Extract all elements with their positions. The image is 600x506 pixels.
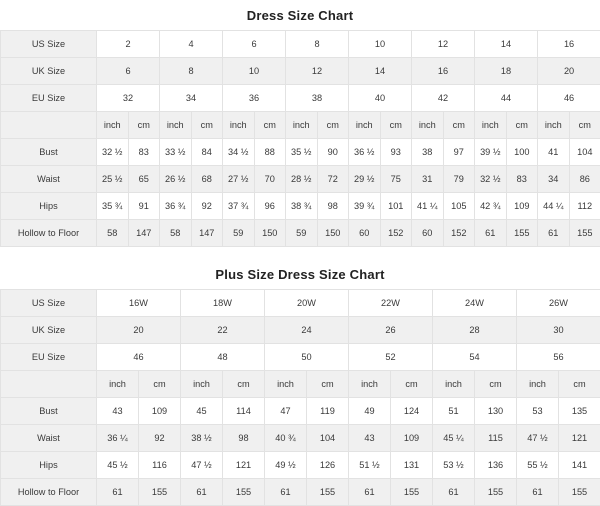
unit-cell: cm: [569, 112, 600, 139]
cell: 20: [97, 317, 181, 344]
cell: 36 ¼: [97, 425, 139, 452]
table-row: [1, 290, 600, 317]
cell: 86: [569, 166, 600, 193]
cell: 59: [223, 220, 255, 247]
cell: 27 ½: [223, 166, 255, 193]
cell: 53: [517, 398, 559, 425]
cell: 52: [349, 344, 433, 371]
row-label-eu-size: EU Size: [1, 344, 97, 371]
cell: 155: [223, 479, 265, 506]
cell: 121: [223, 452, 265, 479]
cell: 155: [139, 479, 181, 506]
cell: 32 ½: [97, 139, 129, 166]
cell: 40 ¾: [265, 425, 307, 452]
cell: 83: [128, 139, 160, 166]
cell: 50: [265, 344, 349, 371]
cell: 61: [97, 479, 139, 506]
cell: 61: [517, 479, 559, 506]
table-row: [1, 139, 600, 166]
cell: 155: [559, 479, 600, 506]
cell: 150: [254, 220, 286, 247]
cell: 42: [412, 85, 475, 112]
cell: 60: [349, 220, 381, 247]
row-label-hips: Hips: [1, 452, 97, 479]
cell: 36: [223, 85, 286, 112]
cell: 116: [139, 452, 181, 479]
cell: 10: [223, 58, 286, 85]
unit-cell: cm: [254, 112, 286, 139]
unit-cell: inch: [412, 112, 444, 139]
cell: 49 ½: [265, 452, 307, 479]
cell: 2: [97, 31, 160, 58]
unit-cell: inch: [181, 371, 223, 398]
cell: 33 ½: [160, 139, 192, 166]
chart-divider: [0, 247, 600, 259]
cell: 30: [517, 317, 600, 344]
plus-size-table: [0, 289, 600, 506]
row-label-hips: Hips: [1, 193, 97, 220]
cell: 147: [191, 220, 223, 247]
cell: 155: [391, 479, 433, 506]
cell: 100: [506, 139, 538, 166]
cell: 32 ½: [475, 166, 507, 193]
cell: 126: [307, 452, 349, 479]
cell: 119: [307, 398, 349, 425]
cell: 14: [349, 58, 412, 85]
table-row: [1, 31, 600, 58]
cell: 155: [475, 479, 517, 506]
cell: 155: [307, 479, 349, 506]
cell: 39 ½: [475, 139, 507, 166]
dress-size-chart-block: [0, 0, 600, 247]
row-label-bust: Bust: [1, 139, 97, 166]
cell: 147: [128, 220, 160, 247]
unit-cell: cm: [139, 371, 181, 398]
cell: 75: [380, 166, 412, 193]
cell: 56: [517, 344, 600, 371]
cell: 47 ½: [517, 425, 559, 452]
cell: 48: [181, 344, 265, 371]
cell: 97: [443, 139, 475, 166]
cell: 25 ½: [97, 166, 129, 193]
cell: 61: [475, 220, 507, 247]
cell: 109: [506, 193, 538, 220]
cell: 65: [128, 166, 160, 193]
cell: 114: [223, 398, 265, 425]
cell: 51 ½: [349, 452, 391, 479]
unit-cell: cm: [391, 371, 433, 398]
unit-cell: inch: [265, 371, 307, 398]
unit-cell: cm: [307, 371, 349, 398]
cell: 58: [160, 220, 192, 247]
cell: 72: [317, 166, 349, 193]
cell: 131: [391, 452, 433, 479]
cell: 44: [475, 85, 538, 112]
cell: 28: [433, 317, 517, 344]
cell: 36 ½: [349, 139, 381, 166]
cell: 92: [191, 193, 223, 220]
cell: 152: [443, 220, 475, 247]
cell: 92: [139, 425, 181, 452]
cell: 135: [559, 398, 600, 425]
cell: 115: [475, 425, 517, 452]
cell: 46: [538, 85, 600, 112]
row-label-us-size: US Size: [1, 31, 97, 58]
row-label-waist: Waist: [1, 425, 97, 452]
cell: 58: [97, 220, 129, 247]
cell: 93: [380, 139, 412, 166]
cell: 88: [254, 139, 286, 166]
cell: 124: [391, 398, 433, 425]
cell: 36 ¾: [160, 193, 192, 220]
cell: 109: [139, 398, 181, 425]
table-row-units: [1, 371, 600, 398]
unit-cell: cm: [559, 371, 600, 398]
cell: 6: [97, 58, 160, 85]
unit-cell: inch: [286, 112, 318, 139]
cell: 4: [160, 31, 223, 58]
unit-cell: inch: [223, 112, 255, 139]
cell: 26: [349, 317, 433, 344]
cell: 79: [443, 166, 475, 193]
cell: 22W: [349, 290, 433, 317]
cell: 45 ½: [97, 452, 139, 479]
row-label-units: [1, 371, 97, 398]
cell: 31: [412, 166, 444, 193]
cell: 104: [569, 139, 600, 166]
cell: 26 ½: [160, 166, 192, 193]
table-row: [1, 58, 600, 85]
cell: 112: [569, 193, 600, 220]
cell: 22: [181, 317, 265, 344]
cell: 41: [538, 139, 570, 166]
table-row: [1, 317, 600, 344]
unit-cell: inch: [97, 371, 139, 398]
cell: 20W: [265, 290, 349, 317]
cell: 32: [97, 85, 160, 112]
cell: 105: [443, 193, 475, 220]
cell: 40: [349, 85, 412, 112]
unit-cell: inch: [433, 371, 475, 398]
cell: 49: [349, 398, 391, 425]
cell: 53 ½: [433, 452, 475, 479]
cell: 91: [128, 193, 160, 220]
cell: 104: [307, 425, 349, 452]
row-label-uk-size: UK Size: [1, 317, 97, 344]
cell: 101: [380, 193, 412, 220]
cell: 70: [254, 166, 286, 193]
cell: 43: [97, 398, 139, 425]
cell: 155: [506, 220, 538, 247]
dress-size-table: [0, 30, 600, 247]
cell: 24: [265, 317, 349, 344]
cell: 109: [391, 425, 433, 452]
cell: 96: [254, 193, 286, 220]
unit-cell: cm: [317, 112, 349, 139]
cell: 61: [265, 479, 307, 506]
unit-cell: inch: [160, 112, 192, 139]
table-row: [1, 220, 600, 247]
cell: 45 ¼: [433, 425, 475, 452]
table-row: [1, 344, 600, 371]
cell: 44 ¼: [538, 193, 570, 220]
cell: 45: [181, 398, 223, 425]
cell: 61: [433, 479, 475, 506]
cell: 35 ¾: [97, 193, 129, 220]
cell: 16: [538, 31, 600, 58]
cell: 34: [538, 166, 570, 193]
cell: 38 ½: [181, 425, 223, 452]
cell: 98: [223, 425, 265, 452]
cell: 155: [569, 220, 600, 247]
row-label-units: [1, 112, 97, 139]
cell: 16: [412, 58, 475, 85]
unit-cell: cm: [475, 371, 517, 398]
table-row: [1, 193, 600, 220]
cell: 37 ¾: [223, 193, 255, 220]
cell: 61: [538, 220, 570, 247]
cell: 41 ¼: [412, 193, 444, 220]
table-row: [1, 166, 600, 193]
plus-size-dress-chart-block: [0, 259, 600, 506]
cell: 10: [349, 31, 412, 58]
row-label-eu-size: EU Size: [1, 85, 97, 112]
unit-cell: inch: [349, 371, 391, 398]
cell: 141: [559, 452, 600, 479]
row-label-hollow-to-floor: Hollow to Floor: [1, 220, 97, 247]
cell: 121: [559, 425, 600, 452]
cell: 43: [349, 425, 391, 452]
unit-cell: cm: [443, 112, 475, 139]
cell: 18: [475, 58, 538, 85]
row-label-hollow-to-floor: Hollow to Floor: [1, 479, 97, 506]
unit-cell: inch: [349, 112, 381, 139]
cell: 68: [191, 166, 223, 193]
cell: 38: [412, 139, 444, 166]
unit-cell: inch: [538, 112, 570, 139]
cell: 29 ½: [349, 166, 381, 193]
cell: 39 ¾: [349, 193, 381, 220]
cell: 152: [380, 220, 412, 247]
cell: 136: [475, 452, 517, 479]
unit-cell: cm: [223, 371, 265, 398]
cell: 20: [538, 58, 600, 85]
row-label-uk-size: UK Size: [1, 58, 97, 85]
cell: 18W: [181, 290, 265, 317]
cell: 83: [506, 166, 538, 193]
table-row: [1, 398, 600, 425]
table-row: [1, 479, 600, 506]
cell: 14: [475, 31, 538, 58]
unit-cell: cm: [128, 112, 160, 139]
unit-cell: cm: [380, 112, 412, 139]
table-row: [1, 85, 600, 112]
cell: 98: [317, 193, 349, 220]
cell: 84: [191, 139, 223, 166]
cell: 16W: [97, 290, 181, 317]
cell: 42 ¾: [475, 193, 507, 220]
cell: 130: [475, 398, 517, 425]
cell: 150: [317, 220, 349, 247]
cell: 61: [181, 479, 223, 506]
cell: 8: [160, 58, 223, 85]
row-label-bust: Bust: [1, 398, 97, 425]
table-row-units: [1, 112, 600, 139]
row-label-us-size: US Size: [1, 290, 97, 317]
cell: 35 ½: [286, 139, 318, 166]
unit-cell: inch: [517, 371, 559, 398]
cell: 12: [286, 58, 349, 85]
cell: 60: [412, 220, 444, 247]
cell: 8: [286, 31, 349, 58]
cell: 59: [286, 220, 318, 247]
cell: 38 ¾: [286, 193, 318, 220]
plus-size-title: Plus Size Dress Size Chart: [0, 259, 600, 289]
cell: 54: [433, 344, 517, 371]
row-label-waist: Waist: [1, 166, 97, 193]
table-row: [1, 425, 600, 452]
cell: 34: [160, 85, 223, 112]
cell: 28 ½: [286, 166, 318, 193]
cell: 26W: [517, 290, 600, 317]
page-title: Dress Size Chart: [0, 0, 600, 30]
cell: 47 ½: [181, 452, 223, 479]
unit-cell: cm: [191, 112, 223, 139]
unit-cell: inch: [97, 112, 129, 139]
unit-cell: inch: [475, 112, 507, 139]
table-row: [1, 452, 600, 479]
cell: 51: [433, 398, 475, 425]
cell: 90: [317, 139, 349, 166]
cell: 47: [265, 398, 307, 425]
cell: 46: [97, 344, 181, 371]
unit-cell: cm: [506, 112, 538, 139]
cell: 24W: [433, 290, 517, 317]
cell: 55 ½: [517, 452, 559, 479]
cell: 61: [349, 479, 391, 506]
cell: 6: [223, 31, 286, 58]
cell: 34 ½: [223, 139, 255, 166]
cell: 38: [286, 85, 349, 112]
cell: 12: [412, 31, 475, 58]
